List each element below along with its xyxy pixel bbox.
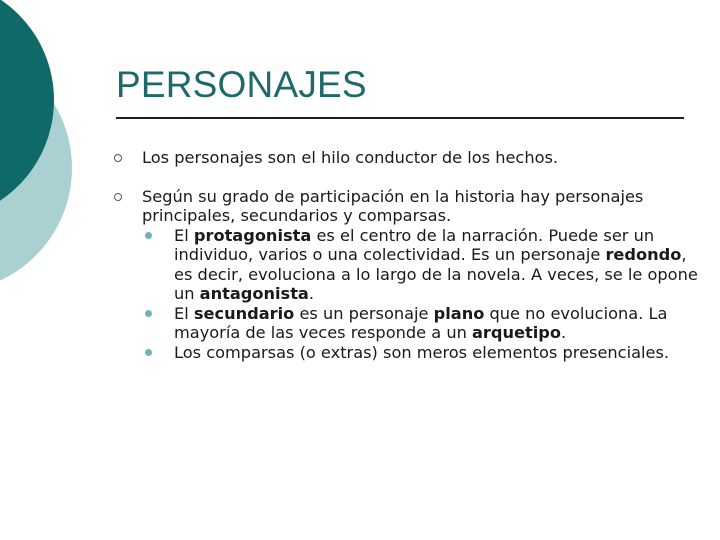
sub-bullet-item (142, 304, 704, 343)
bullet-text: Los personajes son el hilo conductor de los hechos. (142, 148, 559, 167)
bold-term: redondo (605, 245, 682, 264)
sub-bullet-item (142, 226, 704, 304)
bold-term: protagonista (193, 225, 312, 245)
sub-text: , es decir, evoluciona a lo largo de la novela. A veces, se le opone un (174, 245, 698, 303)
hollow-circle-bullet-icon (114, 154, 122, 162)
slide-title: PERSONAJES (116, 64, 367, 105)
bullet-item (114, 187, 704, 363)
bullet-text: Según su grado de participación en la historia hay personajes principales, secundarios y comparsas. (142, 186, 644, 225)
bullet-item (114, 148, 704, 168)
hollow-circle-bullet-icon (114, 193, 122, 201)
decorative-circles (0, 0, 110, 300)
bold-term: antagonista (199, 284, 309, 303)
bold-term: arquetipo (471, 323, 561, 342)
filled-circle-bullet-icon (145, 310, 152, 317)
sub-bullet-list (142, 226, 704, 363)
sub-text: . (308, 284, 315, 303)
filled-circle-bullet-icon (145, 349, 152, 356)
sub-text: es un personaje (294, 303, 434, 323)
sub-text: . (560, 323, 567, 342)
sub-text: que no evoluciona. La mayoría de las veces responde a un (174, 303, 668, 342)
title-underline (116, 117, 684, 119)
filled-circle-bullet-icon (145, 232, 152, 239)
sub-text: es el centro de la narración. Puede ser un individuo, varios o una colectividad. Es un personaje (174, 225, 655, 264)
bold-term: plano (433, 303, 485, 323)
slide-body (114, 140, 704, 362)
bold-term: secundario (193, 303, 295, 323)
sub-bullet-item (142, 343, 704, 363)
sub-text: El (174, 303, 194, 323)
sub-text: Los comparsas (o extras) son meros elementos presenciales. (174, 342, 670, 362)
sub-text: El (174, 225, 194, 245)
